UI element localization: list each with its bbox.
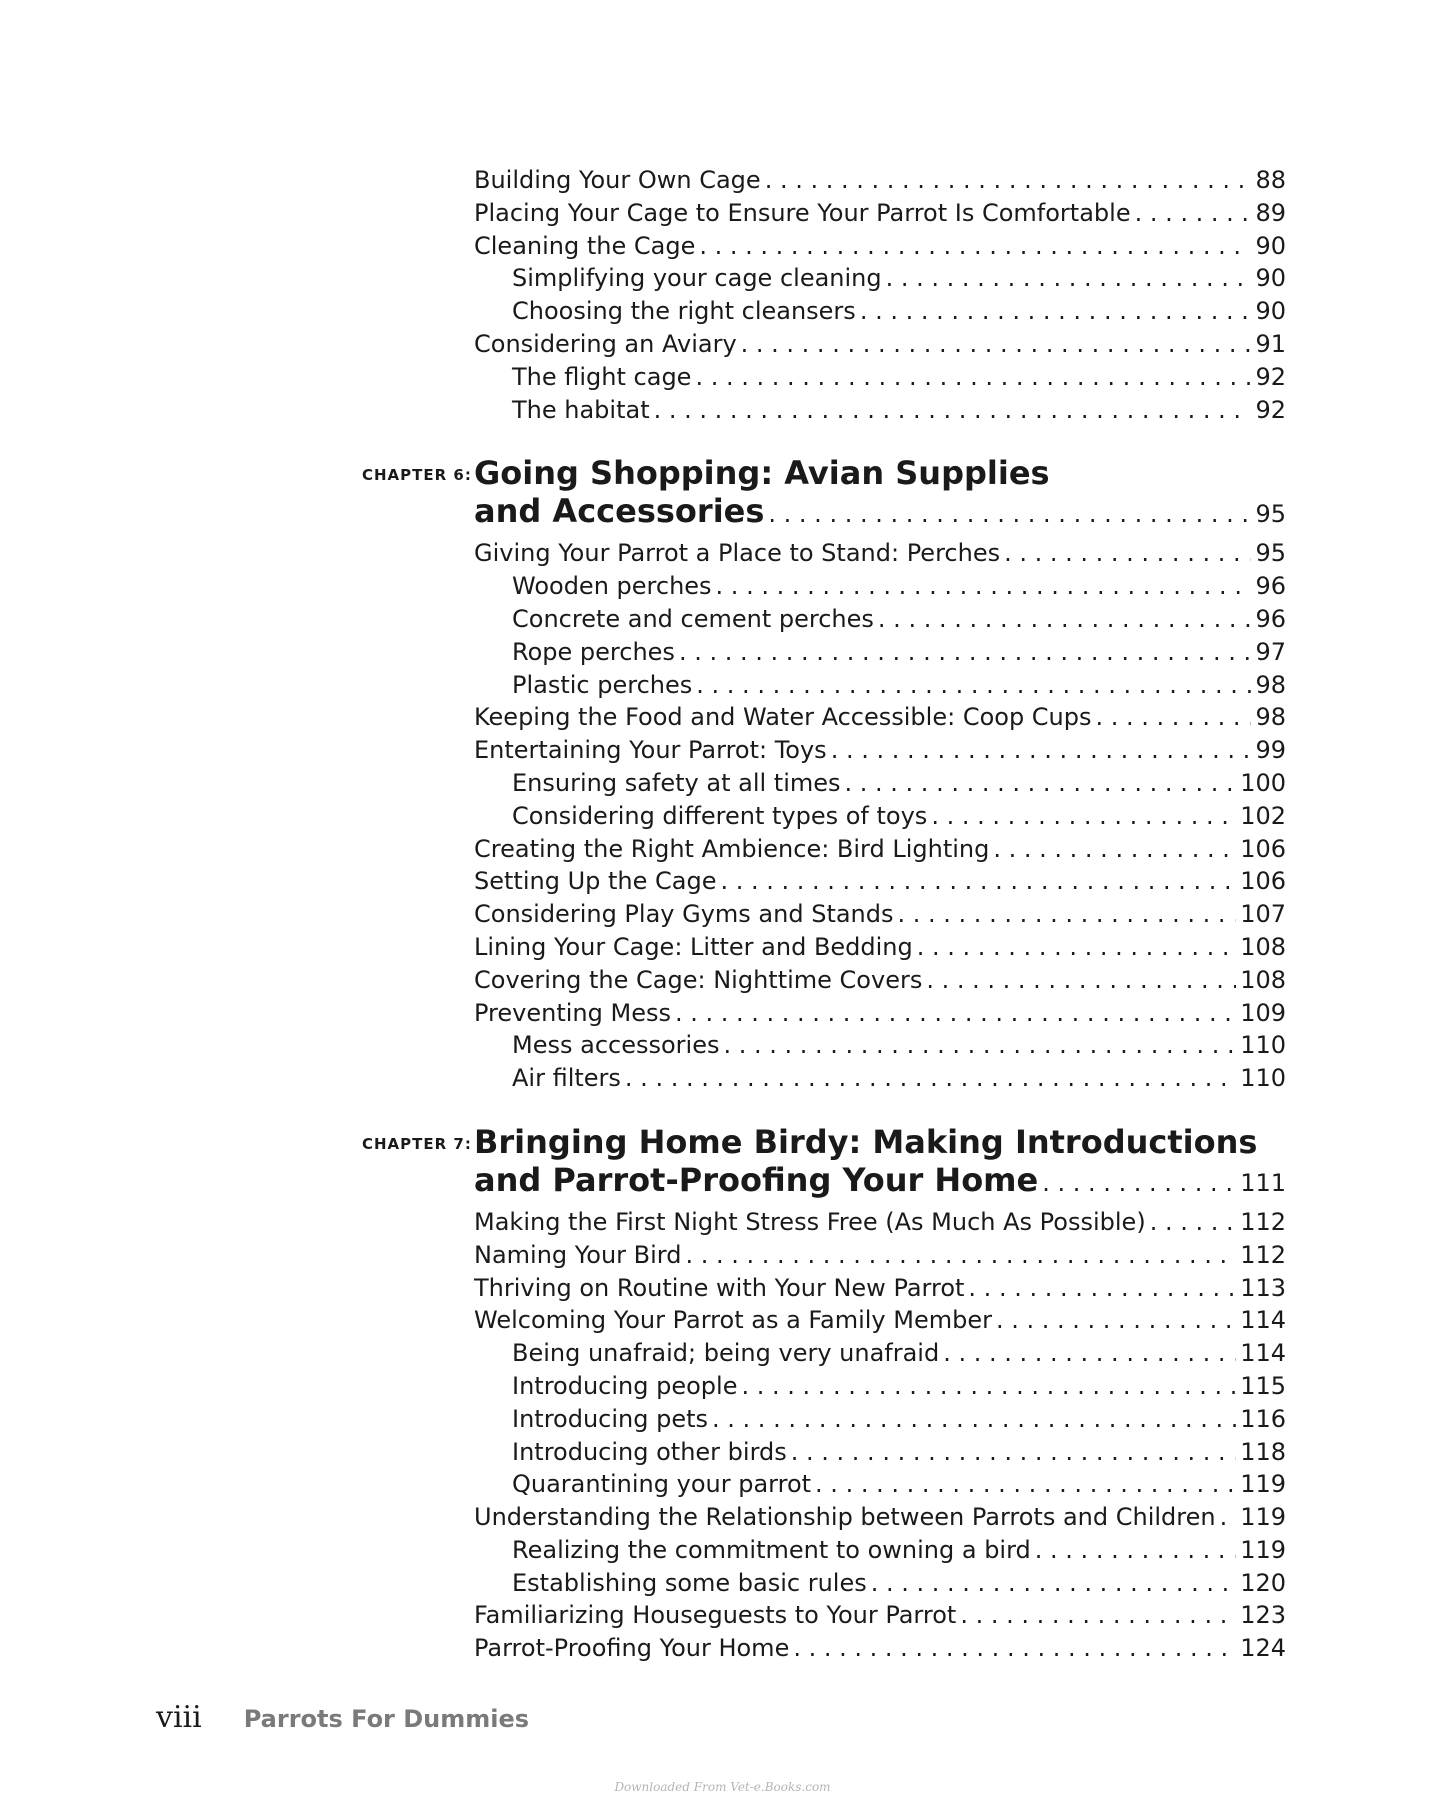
- entry-page-number: 106: [1240, 834, 1286, 863]
- toc-subentry: [474, 800, 1286, 833]
- leader-dots: [845, 767, 1237, 800]
- toc-entry: [474, 1239, 1286, 1272]
- toc-entry: [474, 701, 1286, 734]
- leader-dots: [1042, 1164, 1236, 1202]
- toc-group-chapter5-continued: [474, 164, 1286, 426]
- entry-page-number: 92: [1255, 362, 1286, 391]
- leader-dots: [699, 230, 1251, 263]
- toc-subentry: [474, 767, 1286, 800]
- toc-subentry: [474, 1468, 1286, 1501]
- leader-dots: [741, 328, 1252, 361]
- toc-subentry: [474, 570, 1286, 603]
- leader-dots: [679, 636, 1252, 669]
- entry-title: Lining Your Cage: Litter and Bedding: [474, 932, 913, 961]
- entry-page-number: 110: [1240, 1031, 1286, 1060]
- toc-subentry: [474, 603, 1286, 636]
- chapter-title-line1: Bringing Home Birdy: Making Introductions: [474, 1122, 1258, 1161]
- entry-page-number: 112: [1240, 1207, 1286, 1236]
- leader-dots: [695, 361, 1251, 394]
- toc-subentry: [474, 295, 1286, 328]
- toc-entry: [474, 1599, 1286, 1632]
- entry-title: Choosing the right cleansers: [512, 297, 856, 326]
- entry-page-number: 116: [1240, 1404, 1286, 1433]
- entry-title: The flight cage: [512, 362, 692, 391]
- leader-dots: [716, 570, 1252, 603]
- entry-page-number: 114: [1240, 1339, 1286, 1368]
- entry-title: Being unafraid; being very unafraid: [512, 1339, 940, 1368]
- leader-dots: [993, 833, 1236, 866]
- entry-page-number: 107: [1240, 900, 1286, 929]
- toc-entry: [474, 734, 1286, 767]
- toc-subentry: [474, 361, 1286, 394]
- toc-subentry: [474, 394, 1286, 427]
- entry-page-number: 120: [1240, 1568, 1286, 1597]
- leader-dots: [720, 865, 1236, 898]
- leader-dots: [878, 603, 1252, 636]
- entry-title: Introducing people: [512, 1371, 738, 1400]
- entry-title: Making the First Night Stress Free (As Much As Possible): [474, 1207, 1146, 1236]
- toc-entry: [474, 1206, 1286, 1239]
- entry-page-number: 95: [1255, 539, 1286, 568]
- page-footer: [156, 1700, 529, 1735]
- entry-page-number: 90: [1255, 231, 1286, 260]
- entry-page-number: 92: [1255, 395, 1286, 424]
- toc-entry: [474, 997, 1286, 1030]
- entry-title: Keeping the Food and Water Accessible: Coop Cups: [474, 703, 1092, 732]
- entry-page-number: 106: [1240, 867, 1286, 896]
- leader-dots: [960, 1599, 1236, 1632]
- entry-title: Considering different types of toys: [512, 801, 928, 830]
- leader-dots: [1035, 1534, 1236, 1567]
- entry-title: Cleaning the Cage: [474, 231, 696, 260]
- leader-dots: [791, 1436, 1236, 1469]
- toc-entry: [474, 230, 1286, 263]
- leader-dots: [765, 164, 1252, 197]
- leader-dots: [1135, 197, 1252, 230]
- toc-subentry: [474, 1567, 1286, 1600]
- leader-dots: [926, 964, 1236, 997]
- leader-dots: [1220, 1501, 1237, 1534]
- entry-page-number: 112: [1240, 1240, 1286, 1269]
- entry-page-number: 90: [1255, 264, 1286, 293]
- entry-page-number: 109: [1240, 998, 1286, 1027]
- entry-page-number: 89: [1255, 198, 1286, 227]
- toc-group-chapter7: [474, 1206, 1286, 1665]
- entry-page-number: 118: [1240, 1437, 1286, 1466]
- entry-page-number: 124: [1240, 1634, 1286, 1663]
- toc-subentry: [474, 1029, 1286, 1062]
- toc-entry: [474, 328, 1286, 361]
- entry-page-number: 98: [1255, 670, 1286, 699]
- leader-dots: [1150, 1206, 1237, 1239]
- entry-title: Quarantining your parrot: [512, 1470, 812, 1499]
- table-of-contents: [362, 164, 1286, 1665]
- page-folio: viii: [156, 1700, 202, 1735]
- leader-dots: [917, 931, 1236, 964]
- entry-page-number: 99: [1255, 736, 1286, 765]
- toc-group-chapter6: [474, 537, 1286, 1095]
- chapter-title-text: and Accessories: [474, 492, 765, 531]
- toc-entry: [474, 537, 1286, 570]
- entry-page-number: 108: [1240, 932, 1286, 961]
- toc-subentry: [474, 669, 1286, 702]
- entry-title: Parrot-Proofing Your Home: [474, 1634, 790, 1663]
- toc-subentry: [474, 1436, 1286, 1469]
- leader-dots: [741, 1370, 1236, 1403]
- toc-subentry: [474, 636, 1286, 669]
- entry-title: Setting Up the Cage: [474, 867, 717, 896]
- toc-entry: [474, 197, 1286, 230]
- entry-title: The habitat: [512, 395, 650, 424]
- entry-title: Thriving on Routine with Your New Parrot: [474, 1273, 965, 1302]
- entry-page-number: 88: [1255, 166, 1286, 194]
- entry-page-number: 110: [1240, 1064, 1286, 1093]
- entry-page-number: 98: [1255, 703, 1286, 732]
- toc-entry: [474, 865, 1286, 898]
- entry-title: Considering an Aviary: [474, 329, 737, 358]
- chapter-6-heading: [362, 454, 1286, 533]
- toc-entry: [474, 964, 1286, 997]
- leader-dots: [815, 1468, 1236, 1501]
- leader-dots: [793, 1632, 1236, 1665]
- entry-page-number: 119: [1240, 1503, 1286, 1532]
- chapter-label: CHAPTER 7:: [362, 1134, 472, 1153]
- entry-title: Covering the Cage: Nighttime Covers: [474, 965, 923, 994]
- entry-page-number: 114: [1240, 1306, 1286, 1335]
- toc-entry: [474, 833, 1286, 866]
- leader-dots: [654, 394, 1252, 427]
- toc-entry: [474, 1632, 1286, 1665]
- chapter-title-line2: [474, 492, 1286, 533]
- entry-title: Entertaining Your Parrot: Toys: [474, 736, 827, 765]
- toc-entry: [474, 1501, 1286, 1534]
- entry-page-number: 97: [1255, 637, 1286, 666]
- chapter-title-text: and Parrot-Proofing Your Home: [474, 1160, 1039, 1199]
- leader-dots: [768, 495, 1251, 533]
- leader-dots: [886, 262, 1252, 295]
- chapter-page-number: 95: [1255, 500, 1286, 529]
- toc-entry: [474, 931, 1286, 964]
- leader-dots: [696, 669, 1251, 702]
- toc-entry: [474, 164, 1286, 197]
- entry-title: Air filters: [512, 1064, 621, 1093]
- book-title: Parrots For Dummies: [243, 1705, 530, 1733]
- leader-dots: [996, 1304, 1236, 1337]
- entry-title: Welcoming Your Parrot as a Family Member: [474, 1306, 992, 1335]
- leader-dots: [898, 898, 1237, 931]
- chapter-page-number: 111: [1240, 1168, 1286, 1197]
- leader-dots: [712, 1403, 1236, 1436]
- entry-title: Preventing Mess: [474, 998, 671, 1027]
- entry-page-number: 123: [1240, 1601, 1286, 1630]
- entry-title: Plastic perches: [512, 670, 693, 699]
- entry-title: Understanding the Relationship between Parrots and Children: [474, 1503, 1216, 1532]
- leader-dots: [1004, 537, 1251, 570]
- toc-subentry: [474, 1062, 1286, 1095]
- entry-title: Introducing pets: [512, 1404, 709, 1433]
- entry-title: Placing Your Cage to Ensure Your Parrot Is Comfortable: [474, 198, 1131, 227]
- entry-page-number: 102: [1240, 801, 1286, 830]
- entry-page-number: 91: [1255, 329, 1286, 358]
- leader-dots: [860, 295, 1252, 328]
- toc-subentry: [474, 1534, 1286, 1567]
- entry-title: Familiarizing Houseguests to Your Parrot: [474, 1601, 957, 1630]
- entry-page-number: 108: [1240, 965, 1286, 994]
- download-watermark: Downloaded From Vet-e.Books.com: [614, 1780, 831, 1794]
- leader-dots: [723, 1029, 1236, 1062]
- leader-dots: [968, 1272, 1236, 1305]
- entry-title: Building Your Own Cage: [474, 166, 761, 194]
- entry-title: Realizing the commitment to owning a bird: [512, 1535, 1031, 1564]
- entry-title: Rope perches: [512, 637, 675, 666]
- toc-entry: [474, 898, 1286, 931]
- entry-page-number: 115: [1240, 1371, 1286, 1400]
- entry-page-number: 100: [1240, 768, 1286, 797]
- entry-title: Considering Play Gyms and Stands: [474, 900, 894, 929]
- entry-title: Ensuring safety at all times: [512, 768, 841, 797]
- entry-title: Concrete and cement perches: [512, 604, 874, 633]
- leader-dots: [685, 1239, 1236, 1272]
- leader-dots: [625, 1062, 1236, 1095]
- leader-dots: [675, 997, 1236, 1030]
- leader-dots: [943, 1337, 1236, 1370]
- leader-dots: [1096, 701, 1252, 734]
- entry-page-number: 119: [1240, 1470, 1286, 1499]
- entry-page-number: 90: [1255, 297, 1286, 326]
- entry-title: Introducing other birds: [512, 1437, 787, 1466]
- entry-title: Mess accessories: [512, 1031, 720, 1060]
- toc-subentry: [474, 1403, 1286, 1436]
- entry-title: Establishing some basic rules: [512, 1568, 867, 1597]
- chapter-7-heading: [362, 1122, 1286, 1202]
- entry-title: Giving Your Parrot a Place to Stand: Perches: [474, 539, 1001, 568]
- toc-subentry: [474, 1370, 1286, 1403]
- entry-title: Naming Your Bird: [474, 1240, 682, 1269]
- leader-dots: [871, 1567, 1236, 1600]
- chapter-title-line2: [474, 1161, 1286, 1202]
- leader-dots: [931, 800, 1236, 833]
- toc-entry: [474, 1272, 1286, 1305]
- entry-title: Wooden perches: [512, 572, 712, 601]
- entry-title: Simplifying your cage cleaning: [512, 264, 882, 293]
- chapter-label: CHAPTER 6:: [362, 466, 472, 485]
- entry-page-number: 96: [1255, 604, 1286, 633]
- toc-subentry: [474, 262, 1286, 295]
- entry-page-number: 96: [1255, 572, 1286, 601]
- entry-page-number: 113: [1240, 1273, 1286, 1302]
- entry-page-number: 119: [1240, 1535, 1286, 1564]
- toc-entry: [474, 1304, 1286, 1337]
- leader-dots: [831, 734, 1252, 767]
- toc-subentry: [474, 1337, 1286, 1370]
- entry-title: Creating the Right Ambience: Bird Lighting: [474, 834, 990, 863]
- chapter-title-line1: Going Shopping: Avian Supplies: [474, 454, 1050, 493]
